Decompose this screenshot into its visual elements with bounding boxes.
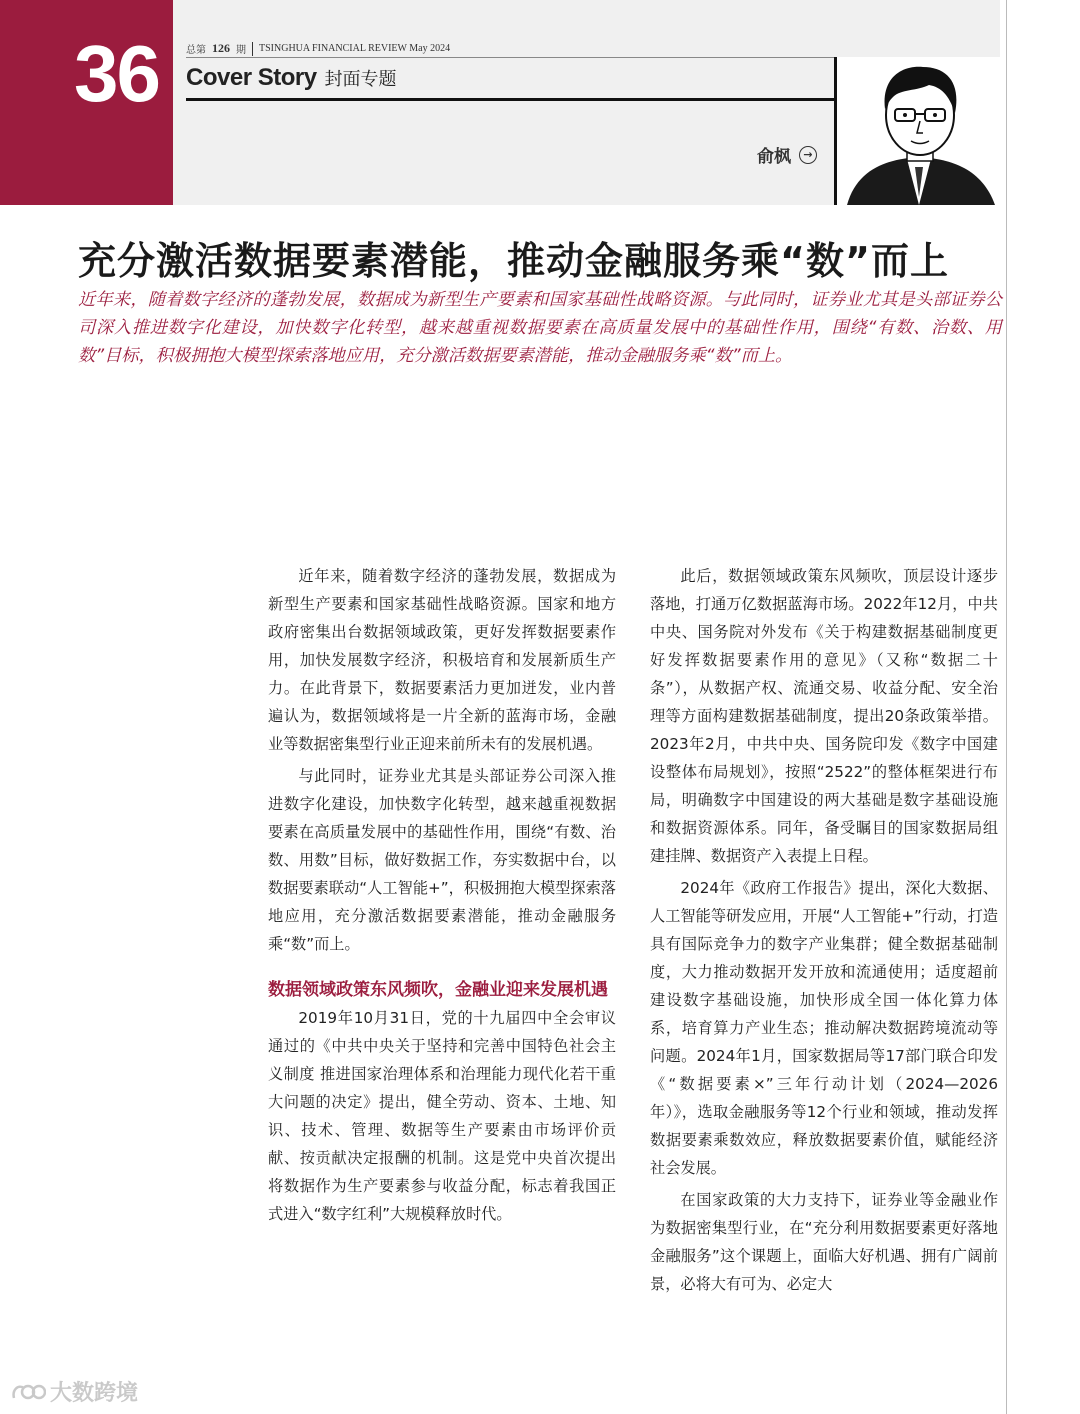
paragraph: 2024年《政府工作报告》提出，深化大数据、人工智能等研发应用，开展“人工智能+”行动，打造具有国际竞争力的数字产业集群；健全数据基础制度，大力推动数据开发开放和流通使用；适度超前建设数字基础设施，加快形成全国一体化算力体系，培育算力产业生态；推动解决数据跨境流动等问题。2024年1月，国家数据局等17部门联合印发《“数据要素×”三年行动计划（2024—2026年）》，选取金融服务等12个行业和领域，推动发挥数据要素乘数效应，释放数据要素价值，赋能经济社会发展。 <box>650 879 998 1177</box>
issue-number: 126 <box>212 41 230 55</box>
section-rule <box>186 98 834 101</box>
section-label <box>186 64 397 92</box>
page-number: 36 <box>74 29 159 118</box>
body-column-right <box>650 562 998 1302</box>
divider <box>252 42 253 56</box>
page-number-block <box>0 0 173 205</box>
section-title-en: Cover Story <box>186 64 317 91</box>
body-column-left <box>268 562 616 1232</box>
article-lede: 近年来，随着数字经济的蓬勃发展，数据成为新型生产要素和国家基础性战略资源。与此同时，证券业尤其是头部证券公司深入推进数字化建设，加快数字化转型，越来越重视数据要素在高质量发展中的基础性作用，围绕“有数、治数、用数”目标，积极拥抱大模型探索落地应用，充分激活数据要素潜能，推动金融服务乘“数”而上。 <box>78 290 1002 366</box>
author-name: 俞枫 <box>757 147 791 167</box>
issue-prefix: 总第 <box>186 45 206 56</box>
section-title-cn: 封面专题 <box>324 69 397 90</box>
watermark <box>10 1376 138 1407</box>
author-byline <box>757 142 817 167</box>
section-heading: 数据领域政策东风频吹，金融业迎来发展机遇 <box>268 980 608 1000</box>
paragraph: 近年来，随着数字经济的蓬勃发展，数据成为新型生产要素和国家基础性战略资源。国家和地方政府密集出台数据领域政策，更好发挥数据要素作用，加快发展数字经济，积极培育和发展新质生产力。在此背景下，数据要素活力更加迸发，业内普遍认为，数据领域将是一片全新的蓝海市场，金融业等数据密集型行业正迎来前所未有的发展机遇。 <box>268 567 616 753</box>
author-portrait <box>834 57 1000 205</box>
paragraph: 在国家政策的大力支持下，证券业等金融业作为数据密集型行业，在“充分利用数据要素更好落地金融服务”这个课题上，面临大好机遇、拥有广阔前景，必将大有可为、必定大 <box>650 1191 998 1293</box>
logo-icon <box>10 1380 46 1404</box>
article-title: 充分激活数据要素潜能，推动金融服务乘“数”而上 <box>78 239 949 283</box>
issue-suffix: 期 <box>236 45 246 56</box>
page-edge <box>1006 0 1007 1414</box>
publication-name: TSINGHUA FINANCIAL REVIEW May 2024 <box>259 43 451 54</box>
watermark-text: 大数跨境 <box>50 1381 139 1406</box>
paragraph: 与此同时，证券业尤其是头部证券公司深入推进数字化建设，加快数字化转型，越来越重视数据要素在高质量发展中的基础性作用，围绕“有数、治数、用数”目标，做好数据工作，夯实数据中台，以数据要素联动“人工智能+”，积极拥抱大模型探索落地应用，充分激活数据要素潜能，推动金融服务乘“数”而上。 <box>268 767 616 953</box>
paragraph: 此后，数据领域政策东风频吹，顶层设计逐步落地，打通万亿数据蓝海市场。2022年12月，中共中央、国务院对外发布《关于构建数据基础制度更好发挥数据要素作用的意见》（又称“数据二十条”），从数据产权、流通交易、收益分配、安全治理等方面构建数据基础制度，提出20条政策举措。2023年2月，中共中央、国务院印发《数字中国建设整体布局规划》，按照“2522”的整体框架进行布局，明确数字中国建设的两大基础是数字基础设施和数据资源体系。同年，备受瞩目的国家数据局组建挂牌、数据资产入表提上日程。 <box>650 567 998 865</box>
paragraph: 2019年10月31日，党的十九届四中全会审议通过的《中共中央关于坚持和完善中国特色社会主义制度 推进国家治理体系和治理能力现代化若干重大问题的决定》提出，健全劳动、资本、土地、知识、技术、管理、数据等生产要素由市场评价贡献、按贡献决定报酬的机制。这是党中央首次提出将数据作为生产要素参与收益分配，标志着我国正式进入“数字红利”大规模释放时代。 <box>268 1009 616 1223</box>
arrow-right-circle-icon: → <box>799 146 817 164</box>
portrait-illustration <box>837 57 1000 205</box>
issue-line <box>186 41 450 56</box>
